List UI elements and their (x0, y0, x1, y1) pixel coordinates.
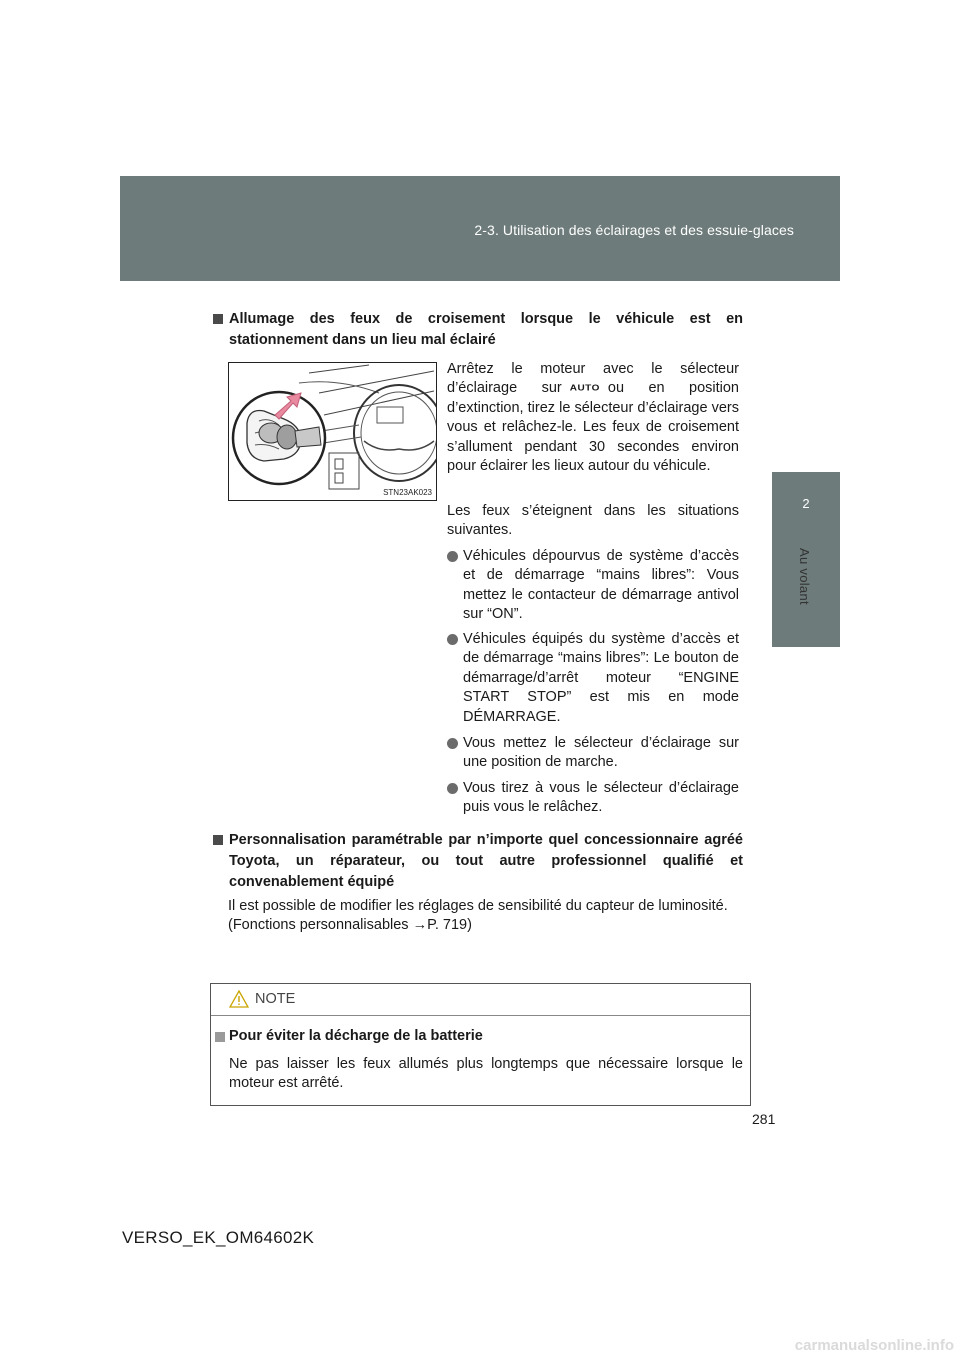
bullet-dot-icon (447, 634, 458, 645)
section-heading-customization: Personnalisation paramétrable par n’importe quel concessionnaire agréé Toyota, un réparateur, ou tout autre professionnel qualifié et convenablement équipé (213, 830, 743, 893)
list-item: Véhicules équipés du système d’accès et de démarrage “mains libres”: Le bouton de démarrage/d’arrêt moteur “ENGINE START STOP” est mis en mode DÉMARRAGE. (447, 630, 739, 727)
warning-triangle-icon (229, 990, 249, 1008)
page-reference-link[interactable]: (Fonctions personnalisables →P. 719) (228, 917, 472, 934)
bullet-dot-icon (447, 738, 458, 749)
list-item: Véhicules dépourvus de système d’accès et de démarrage “mains libres”: Vous mettez le contacteur de démarrage antivol sur “ON”. (447, 547, 739, 625)
list-item: Vous mettez le sélecteur d’éclairage sur une position de marche. (447, 734, 739, 773)
header-band (120, 176, 840, 281)
square-bullet-icon (213, 835, 223, 845)
note-subheading: Pour éviter la décharge de la batterie (211, 1028, 483, 1044)
bullet-dot-icon (447, 551, 458, 562)
chapter-label: Au volant (797, 548, 812, 605)
note-label: NOTE (255, 991, 296, 1007)
customization-body: Il est possible de modifier les réglages de sensibilité du capteur de luminosité. (Fonctions personnalisables →P. 719) (228, 898, 728, 934)
light-switch-illustration (228, 362, 437, 501)
square-bullet-icon (213, 314, 223, 324)
bullet-dot-icon (447, 783, 458, 794)
document-code: VERSO_EK_OM64602K (122, 1228, 315, 1247)
chapter-number: 2 (802, 496, 810, 511)
light-switch-drawing (229, 363, 436, 500)
section-heading-low-beam: Allumage des feux de croisement lorsque le véhicule est en stationnement dans un lieu mal éclairé (213, 309, 743, 351)
figure-code: STN23AK023 (383, 488, 432, 497)
note-body: Ne pas laisser les feux allumés plus longtemps que nécessaire lorsque le moteur est arrêté. (229, 1056, 743, 1092)
turn-off-intro: Les feux s’éteignent dans les situations suivantes. (447, 503, 739, 539)
section-title: 2-3. Utilisation des éclairages et des essuie-glaces (474, 222, 794, 238)
watermark: carmanualsonline.info (794, 1337, 954, 1354)
list-item: Vous tirez à vous le sélecteur d’éclairage puis vous le relâchez. (447, 779, 739, 818)
auto-indicator: AUTO (569, 384, 600, 394)
square-bullet-icon (215, 1032, 225, 1042)
note-box (210, 983, 751, 1106)
note-header (211, 984, 750, 1016)
instruction-paragraph: Arrêtez le moteur avec le sélecteur d’éclairage sur AUTO ou en position d’extinction, tirez le sélecteur d’éclairage vers vous et relâchez-le. Les feux de croisement s’allument pendant 30 secondes environ pour éclairer les lieux autour du véhicule. (447, 361, 739, 475)
page-number: 281 (752, 1111, 776, 1127)
